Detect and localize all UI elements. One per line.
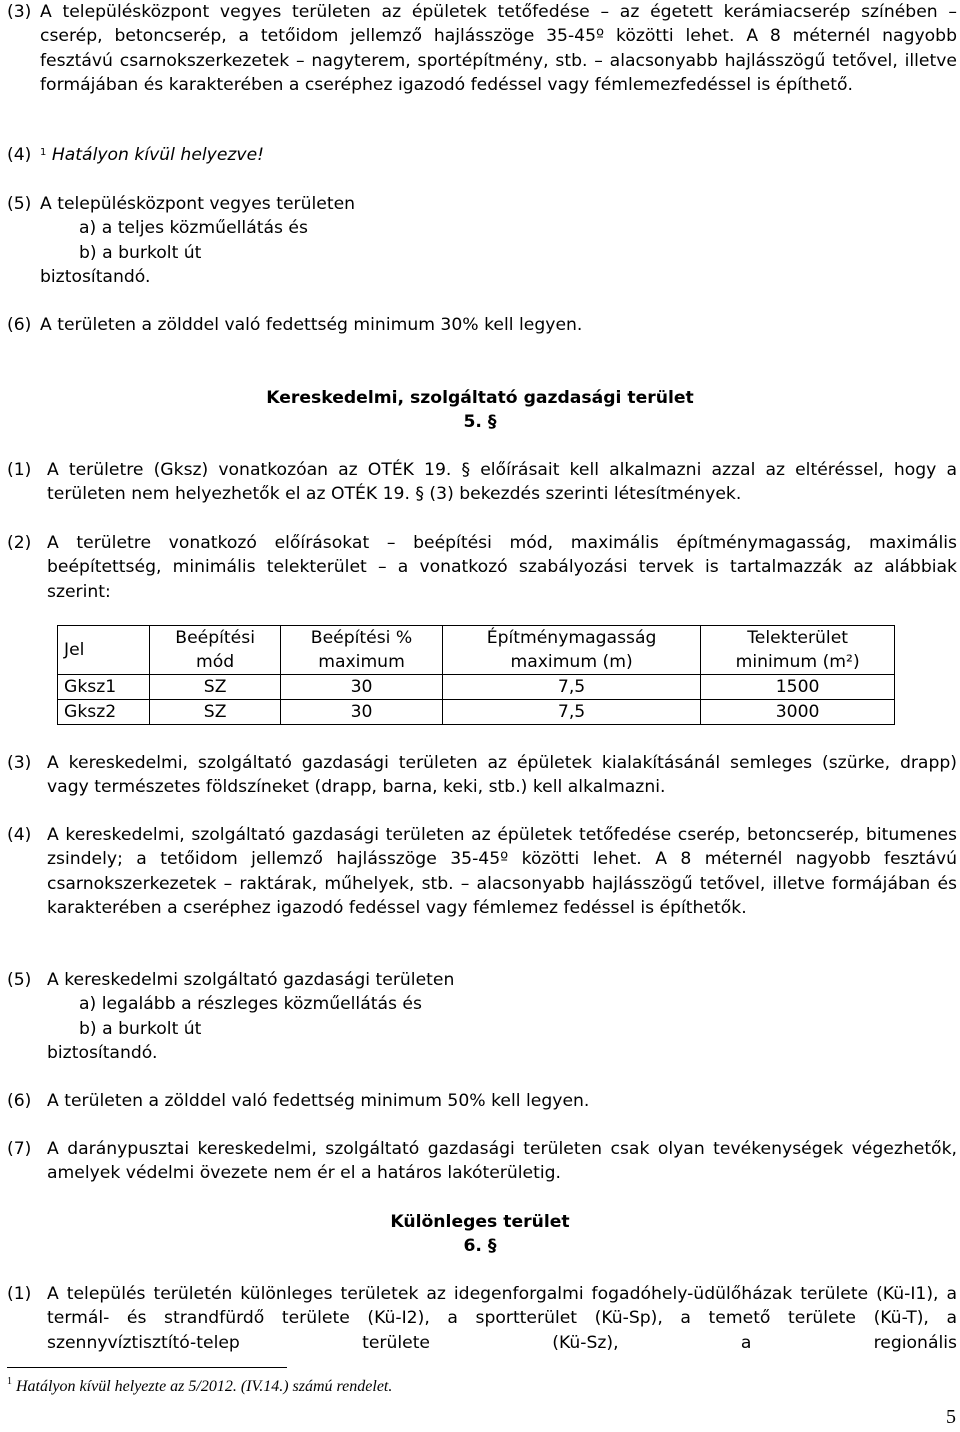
table-cell: 7,5 xyxy=(442,700,700,725)
paragraph-number: (1) xyxy=(7,460,32,480)
section-5-paragraph-2 xyxy=(7,531,957,604)
paragraph-number: (4) xyxy=(7,145,32,165)
paragraph-text: A településközpont vegyes területen az épületek tetőfedése – az égetett kerámiacserép színében – cserép, betoncserép, a tetőidom jellemző hajlásszöge 35-45º közötti lehet. A 8 méternél nagyobb fesztávú csarnokszerkezetek – nagyterem, sportépítmény, stb. – alacsonyabb hajlásszögű tetővel, illetve formájában és karakterében a cseréphez igazodó fedéssel vagy fémlemezfedéssel is építhető. xyxy=(40,2,957,95)
table-cell: SZ xyxy=(150,675,281,700)
list-item: a) a teljes közműellátás és xyxy=(79,218,308,239)
footnote-marker: 1 xyxy=(7,1376,12,1387)
list-item: b) a burkolt út xyxy=(79,242,202,263)
paragraph-number: (4) xyxy=(7,825,32,845)
section-6-paragraph-1 xyxy=(7,1282,957,1355)
section-5-paragraph-1 xyxy=(7,458,957,507)
paragraph-number: (7) xyxy=(7,1139,32,1159)
paragraph-number: (5) xyxy=(7,970,32,990)
paragraph-number: (2) xyxy=(7,533,32,553)
regulation-table xyxy=(57,625,895,725)
section-5-paragraph-4 xyxy=(7,823,957,920)
section-number: 5. § xyxy=(463,412,497,432)
header-jel: Jel xyxy=(58,626,150,675)
paragraph-number: (3) xyxy=(7,2,32,22)
paragraph-number: (6) xyxy=(7,1091,32,1111)
paragraph-number: (5) xyxy=(7,194,32,214)
paragraph-text: A kereskedelmi szolgáltató gazdasági területen xyxy=(47,970,455,990)
page-number: 5 xyxy=(946,1406,956,1428)
footnote-text: Hatályon kívül helyezte az 5/2012. (IV.14.) számú rendelet. xyxy=(16,1378,393,1395)
section-5-paragraph-3 xyxy=(7,751,957,800)
paragraph-text: A területen a zölddel való fedettség minimum 50% kell legyen. xyxy=(47,1091,590,1111)
list-item: a) legalább a részleges közműellátás és xyxy=(79,994,422,1015)
table-cell: 30 xyxy=(281,675,443,700)
paragraph-text: A területen a zölddel való fedettség minimum 30% kell legyen. xyxy=(40,315,583,335)
paragraph-number: (1) xyxy=(7,1284,32,1304)
table-cell: Gksz1 xyxy=(58,675,150,700)
footnote xyxy=(7,1378,392,1396)
table-cell: 3000 xyxy=(701,700,895,725)
paragraph-text: A daránypusztai kereskedelmi, szolgáltató gazdasági területen csak olyan tevékenységek végezhetők, amelyek védelmi övezete nem ér el a határos lakóterületig. xyxy=(47,1139,957,1184)
section-title: Különleges terület xyxy=(390,1212,570,1232)
paragraph-text: A területre vonatkozó előírásokat – beépítési mód, maximális építménymagasság, maximális beépítettség, minimális telekterület – a vonatkozó szabályozási tervek is tartalmazzák az alábbiak szerint: xyxy=(47,533,957,602)
table-row xyxy=(58,675,895,700)
paragraph-text: A kereskedelmi, szolgáltató gazdasági területen az épületek kialakításánál semleges (szürke, drapp) vagy természetes földszíneket (drapp, barna, keki, stb.) kell alkalmazni. xyxy=(47,753,957,798)
paragraph-text: A településközpont vegyes területen xyxy=(40,194,356,214)
table-header-row xyxy=(58,626,895,675)
section-5-heading xyxy=(0,386,960,434)
paragraph-number: (6) xyxy=(7,315,32,335)
table-cell: 30 xyxy=(281,700,443,725)
table-row xyxy=(58,700,895,725)
paragraph-4-top xyxy=(7,143,957,167)
paragraph-text: A kereskedelmi, szolgáltató gazdasági területen az épületek tetőfedése cserép, betoncserép, bitumenes zsindely; a tetőidom jellemző hajlásszöge 35-45º közötti lehet. A 8 méternél nagyobb fesztávú csarnokszerkezetek – raktárak, műhelyek, stb. – alacsonyabb hajlásszögű tetővel, illetve formájában és karakterében a cseréphez igazodó fedéssel vagy fémlemez fedéssel is építhetők. xyxy=(47,825,957,918)
footnote-separator xyxy=(7,1367,287,1368)
section-title: Kereskedelmi, szolgáltató gazdasági terület xyxy=(266,388,694,408)
table-cell: 1500 xyxy=(701,675,895,700)
section-number: 6. § xyxy=(463,1236,497,1256)
section-5-paragraph-5 xyxy=(7,968,957,1065)
paragraph-text: A település területén különleges területek az idegenforgalmi fogadóhely-üdülőházak területe (Kü-I1), a termál- és strandfürdő területe (Kü-I2), a sportterület (Kü-Sp), a temető területe (Kü-T), a szennyvíztisztító-telep területe (Kü-Sz), a regionális xyxy=(47,1284,957,1353)
paragraph-tail: biztosítandó. xyxy=(47,1042,158,1063)
table-cell: Gksz2 xyxy=(58,700,150,725)
paragraph-6-top xyxy=(7,313,957,337)
table-cell: 7,5 xyxy=(442,675,700,700)
header-telekterulet: Telekterület minimum (m²) xyxy=(701,626,895,675)
paragraph-text xyxy=(40,143,957,167)
section-5-paragraph-6 xyxy=(7,1089,957,1113)
header-epitmenymagassag: Építménymagasság maximum (m) xyxy=(442,626,700,675)
footnote-ref: 1 xyxy=(40,147,47,158)
paragraph-3-top xyxy=(7,0,957,97)
paragraph-tail: biztosítandó. xyxy=(40,266,151,287)
header-beepitesi-szazalek: Beépítési % maximum xyxy=(281,626,443,675)
table-cell: SZ xyxy=(150,700,281,725)
header-beepitesi-mod: Beépítési mód xyxy=(150,626,281,675)
list-item: b) a burkolt út xyxy=(79,1018,202,1039)
paragraph-text: A területre (Gksz) vonatkozóan az OTÉK 19. § előírásait kell alkalmazni azzal az eltéréssel, hogy a területen nem helyezhetők el az OTÉK 19. § (3) bekezdés szerinti létesítmények. xyxy=(47,460,957,505)
section-6-heading xyxy=(0,1210,960,1258)
paragraph-5-top xyxy=(7,192,957,289)
section-5-paragraph-7 xyxy=(7,1137,957,1186)
paragraph-number: (3) xyxy=(7,753,32,773)
repealed-note: Hatályon kívül helyezve! xyxy=(51,145,265,165)
